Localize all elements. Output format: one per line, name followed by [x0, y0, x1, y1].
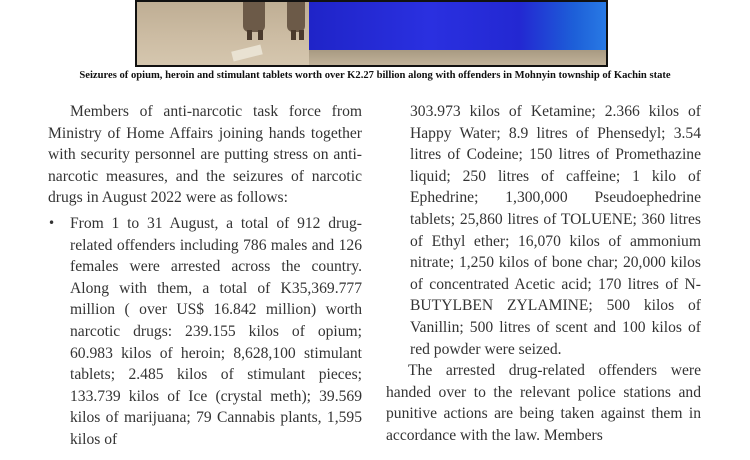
photo-person-leg [258, 30, 263, 40]
article-column-right [386, 101, 701, 447]
photo-person [243, 2, 265, 32]
news-photo [135, 0, 608, 67]
photo-person-leg [291, 30, 296, 40]
bullet-icon: • [48, 215, 56, 230]
photo-caption: Seizures of opium, heroin and stimulant tablets worth over K2.27 billion along with offenders in Mohnyin township of Kachin state [79, 70, 671, 81]
photo-blue-banner [309, 2, 608, 52]
bullet-item [48, 213, 362, 451]
closing-paragraph: The arrested drug-related offenders were handed over to the relevant police stations and punitive actions are being taken against them in accordance with the law. Members [386, 362, 701, 444]
article-column-left [48, 101, 362, 451]
photo-person-leg [247, 30, 252, 40]
intro-paragraph: Members of anti-narcotic task force from Ministry of Home Affairs joining hands together with security personnel are putting stress on anti-narcotic measures, and the seizures of narcotic drugs in August 2022 were as follows: [48, 103, 362, 207]
photo-person-leg [299, 30, 304, 40]
photo-person [287, 2, 305, 32]
photo-floor [309, 50, 608, 67]
bullet-continuation: 303.973 kilos of Ketamine; 2.366 kilos of Happy Water; 8.9 litres of Phensedyl; 3.54 litres of Codeine; 150 litres of Promethazine liquid; 250 litres of caffeine; 1 kilo of Ephedrine; 1,300,000 Pseudoephedrine tablets; 25,860 litres of TOLUENE; 360 litres of Ethyl ether; 16,070 kilos of ammonium nitrate; 1,250 kilos of bone char; 20,000 kilos of concentrated Acetic acid; 170 litres of N-BUTYLBEN ZYLAMINE; 500 kilos of Vanillin; 500 litres of scent and 100 kilos of red powder were seized. [410, 103, 701, 358]
bullet-text: From 1 to 31 August, a total of 912 drug-related offenders including 786 males and 126 females were arrested across the country. Along with them, a total of K35,369.777 million ( over US$ 16.842 million) worth narcotic drugs: 239.155 kilos of opium; 60.983 kilos of heroin; 8,628,100 stimulant tablets; 2.485 kilos of stimulant pieces; 133.739 kilos of Ice (crystal meth); 39.569 kilos of marijuana; 79 Cannabis plants, 1,595 kilos of [70, 214, 362, 448]
